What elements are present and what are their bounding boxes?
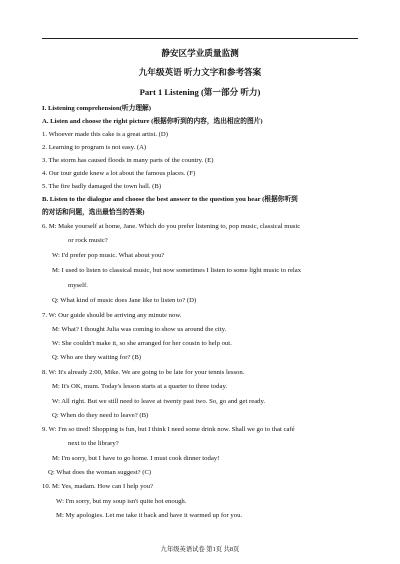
section-a-item: 5. The fire badly damaged the town hall. (B) xyxy=(42,183,162,190)
dialogue-line: Q: When do they need to leave? (B) xyxy=(52,412,149,419)
dialogue-line: W: I'd prefer pop music. What about you? xyxy=(52,252,165,259)
section-i-title: I. Listening comprehension(听力理解) xyxy=(42,105,151,112)
dialogue-line: 10. M: Yes, madam. How can I help you? xyxy=(42,483,154,490)
dialogue-line: W: All right. But we still need to leave at twenty past two. So, go and get ready. xyxy=(52,398,266,405)
section-a-item: 3. The storm has caused floods in many parts of the country. (E) xyxy=(42,157,214,164)
section-a-item: 4. Our tour guide knew a lot about the famous places. (F) xyxy=(42,170,196,177)
section-a-item: 1. Whoever made this cake is a great artist. (D) xyxy=(42,131,168,138)
dialogue-line: M: What? I thought Julia was coming to show us around the city. xyxy=(52,326,227,333)
dialogue-line: M: I'm sorry, but I have to go home. I must cook dinner today! xyxy=(52,455,220,462)
dialogue-line: Q: What kind of music does Jane like to listen to? (D) xyxy=(52,297,197,304)
dialogue-line: myself. xyxy=(68,282,88,289)
section-a-title: A. Listen and choose the right picture (根据你听到的内容，选出相应的图片) xyxy=(42,118,263,125)
dialogue-line: W: I'm sorry, but my soup isn't quite hot enough. xyxy=(56,498,187,505)
dialogue-line: M: It's OK, mum. Today's lesson starts at a quarter to three today. xyxy=(52,383,228,390)
dialogue-line: or rock music? xyxy=(68,237,108,244)
top-divider xyxy=(42,38,358,39)
dialogue-line: M: I used to listen to classical music, but now sometimes I listen to some light music to relax xyxy=(52,267,302,274)
dialogue-line: W: She couldn't make it, so she arranged for her cousin to help out. xyxy=(52,340,232,347)
page-footer: 九年级英语试卷 第1页 共8页 xyxy=(160,546,240,553)
org-title: 静安区学业质量监测 xyxy=(161,48,239,58)
dialogue-line: next to the library? xyxy=(68,440,119,447)
section-a-item: 2. Learning to program is not easy. (A) xyxy=(42,144,147,151)
section-b-title-line2: 的对话和问题，选出最恰当的答案) xyxy=(42,209,145,216)
dialogue-line: 9. W: I'm so tired! Shopping is fun, but I think I need some drink now. Shall we go to that café xyxy=(42,426,295,433)
dialogue-line: M: My apologies. Let me take it back and have it warmed up for you. xyxy=(56,512,243,519)
section-b-title-line1: B. Listen to the dialogue and choose the best answer to the question you hear (根据你听到 xyxy=(42,196,298,203)
part-title: Part 1 Listening (第一部分 听力) xyxy=(139,87,261,97)
dialogue-line: 8. W: It's already 2:00, Mike. We are going to be late for your tennis lesson. xyxy=(42,369,245,376)
dialogue-line: Q: Who are they waiting for? (B) xyxy=(52,354,142,361)
dialogue-line: 7. W: Our guide should be arriving any minute now. xyxy=(42,312,182,319)
dialogue-line: 6. M: Make yourself at home, Jane. Which do you prefer listening to, pop music, classical music xyxy=(42,223,301,230)
exam-title: 九年级英语 听力文字和参考答案 xyxy=(138,67,262,77)
dialogue-line: Q: What does the woman suggest? (C) xyxy=(48,469,152,476)
